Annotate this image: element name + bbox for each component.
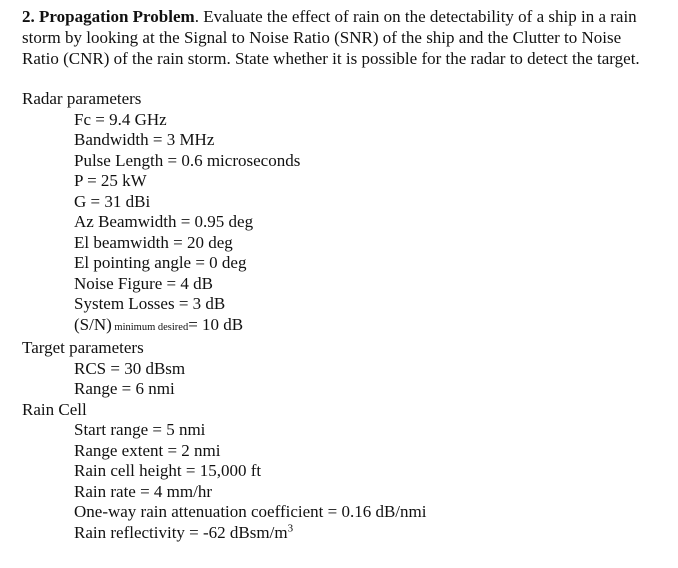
radar-parameter-list (22, 110, 656, 339)
spacer (22, 69, 656, 89)
param-range: Range = 6 nmi (74, 379, 175, 398)
problem-text: . Evaluate the effect of rain on the detectability of a ship in a rain storm by looking at the Signal to Noise Ratio (SNR) of the ship and the Clutter to Noise Ratio (CNR) of the rain storm. State whether it is possible for the radar to detect the target. (22, 7, 640, 68)
param-power: P = 25 kW (74, 171, 147, 190)
param-pulse-length: Pulse Length = 0.6 microseconds (74, 150, 301, 170)
param-attenuation: One-way rain attenuation coefficient = 0.16 dB/nmi (74, 502, 427, 521)
param-system-losses: System Losses = 3 dB (74, 294, 226, 313)
rain-cell-heading: Rain Cell (22, 399, 87, 419)
param-noise-figure: Noise Figure = 4 dB (74, 273, 213, 293)
problem-title: 2. Propagation Problem (22, 7, 195, 26)
param-gain: G = 31 dBi (74, 191, 151, 211)
problem-statement (22, 6, 656, 69)
param-rcs: RCS = 30 dBsm (74, 358, 186, 378)
snr-value: = 10 dB (188, 314, 244, 334)
param-snr-min (74, 315, 656, 339)
target-parameter-list (22, 359, 656, 400)
rain-parameter-list (22, 420, 656, 543)
param-cell-height: Rain cell height = 15,000 ft (74, 461, 262, 480)
param-el-beamwidth: El beamwidth = 20 deg (74, 232, 233, 252)
reflectivity-exponent: 3 (287, 521, 294, 534)
param-az-beamwidth: Az Beamwidth = 0.95 deg (74, 212, 254, 231)
param-reflectivity (74, 523, 656, 544)
param-rain-rate: Rain rate = 4 mm/hr (74, 481, 213, 501)
reflectivity-text: Rain reflectivity = -62 dBsm/m (74, 522, 288, 542)
target-parameters-heading: Target parameters (22, 338, 144, 357)
param-fc: Fc = 9.4 GHz (74, 109, 167, 129)
snr-subscript: minimum desired (111, 321, 189, 333)
radar-parameters-heading: Radar parameters (22, 89, 142, 108)
param-el-pointing: El pointing angle = 0 deg (74, 253, 247, 272)
snr-prefix: (S/N) (74, 314, 112, 334)
param-bandwidth: Bandwidth = 3 MHz (74, 130, 215, 149)
param-start-range: Start range = 5 nmi (74, 420, 206, 439)
param-range-extent: Range extent = 2 nmi (74, 440, 221, 460)
